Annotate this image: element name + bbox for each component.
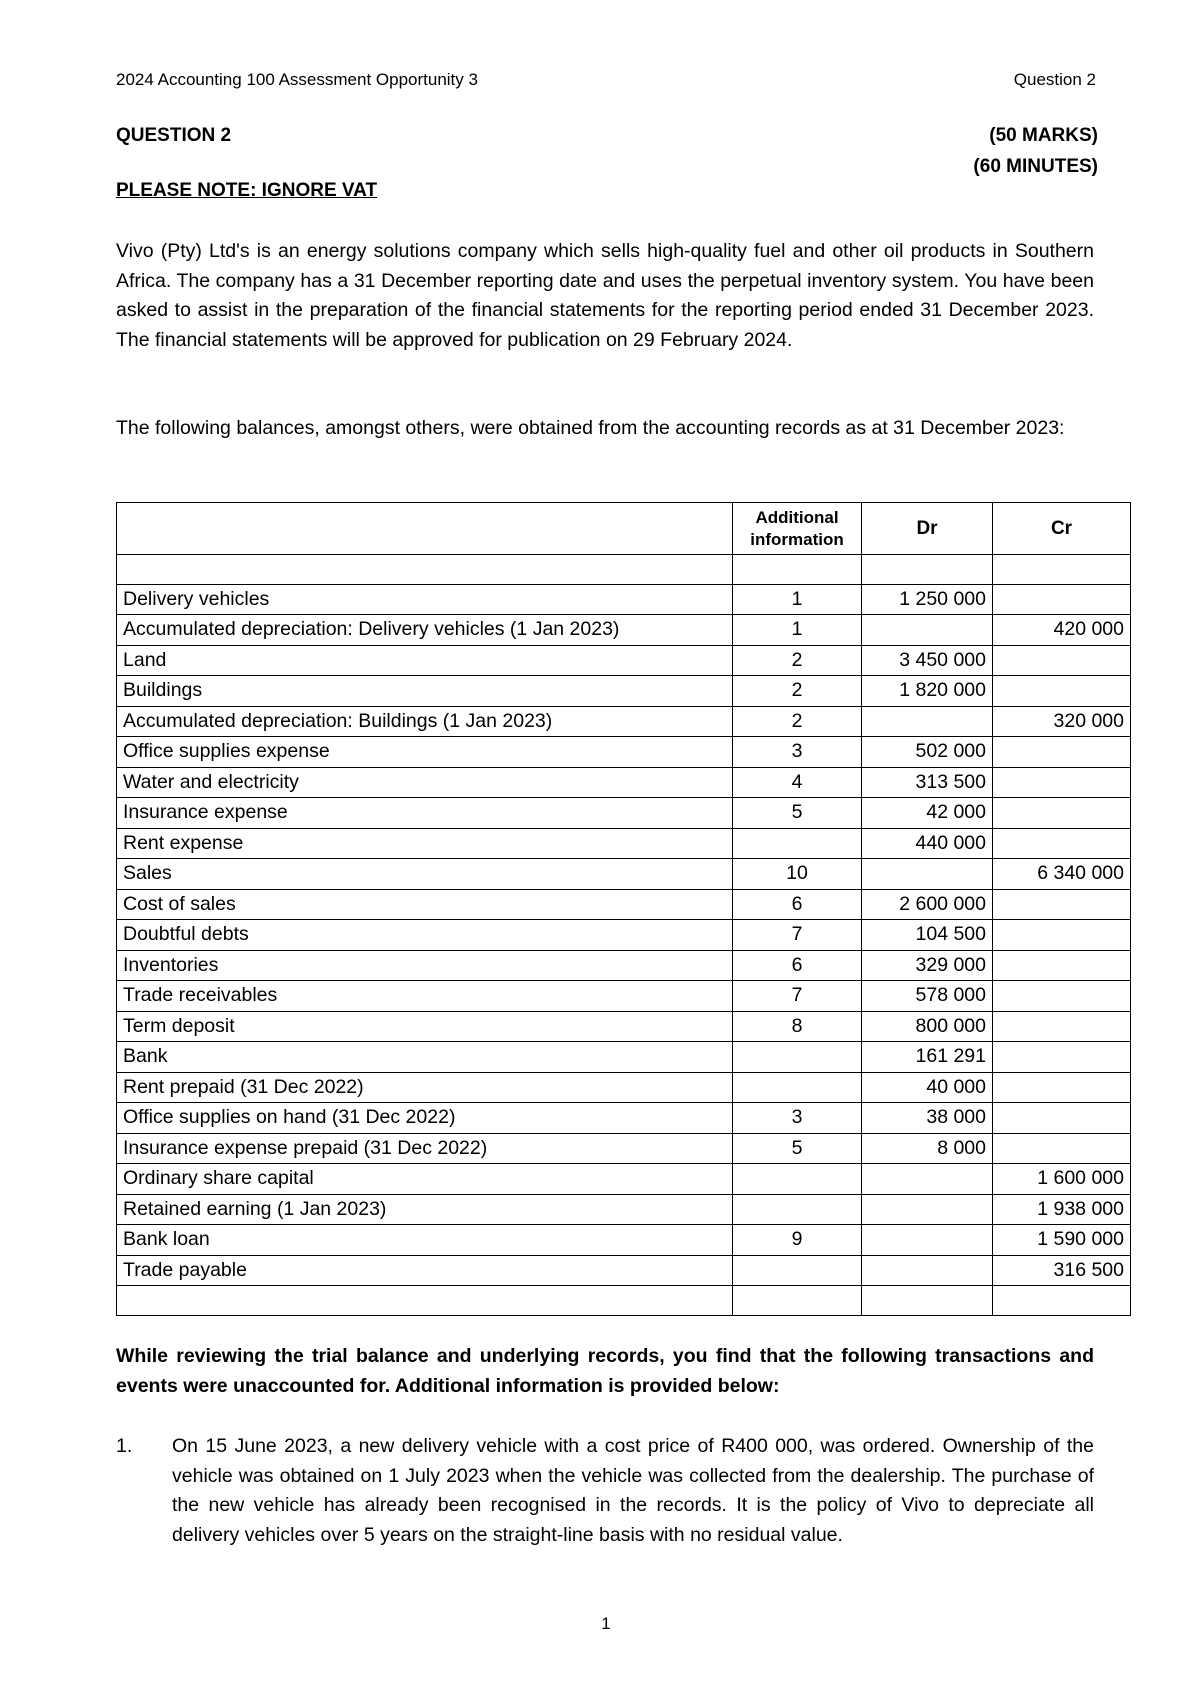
dr-cell: [862, 1286, 993, 1316]
additional-info-cell: 5: [733, 798, 862, 829]
dr-cell: 40 000: [862, 1072, 993, 1103]
cr-cell: [993, 737, 1131, 768]
additional-info-cell: 8: [733, 1011, 862, 1042]
dr-cell: 578 000: [862, 981, 993, 1012]
account-cell: Accumulated depreciation: Delivery vehicles (1 Jan 2023): [117, 615, 733, 646]
header-account: [117, 503, 733, 555]
intro-paragraph-1: Vivo (Pty) Ltd's is an energy solutions company which sells high-quality fuel and other oil products in Southern Africa. The company has a 31 December reporting date and uses the perpetual inventory system. You have been asked to assist in the preparation of the financial statements for the reporting period ended 31 December 2023. The financial statements will be approved for publication on 29 February 2024.: [116, 240, 1094, 351]
account-cell: [117, 1286, 733, 1316]
account-cell: Insurance expense prepaid (31 Dec 2022): [117, 1133, 733, 1164]
dr-cell: 313 500: [862, 767, 993, 798]
review-statement: While reviewing the trial balance and underlying records, you find that the following transactions and events were unaccounted for. Additional information is provided below:: [116, 1345, 1094, 1397]
page-header: [116, 70, 1096, 90]
table-row: [117, 981, 1131, 1012]
table-body: [117, 555, 1131, 1316]
table-row: [117, 1011, 1131, 1042]
account-cell: Ordinary share capital: [117, 1164, 733, 1195]
additional-info-cell: 2: [733, 706, 862, 737]
dr-cell: 3 450 000: [862, 645, 993, 676]
header-right: Question 2: [1013, 70, 1096, 89]
table-row: [117, 1286, 1131, 1316]
table-row: [117, 1225, 1131, 1256]
account-cell: Cost of sales: [117, 889, 733, 920]
list-item-number: 1.: [116, 1435, 133, 1457]
account-cell: Doubtful debts: [117, 920, 733, 951]
dr-cell: 1 820 000: [862, 676, 993, 707]
cr-cell: 320 000: [993, 706, 1131, 737]
additional-info-cell: 6: [733, 950, 862, 981]
account-cell: Trade receivables: [117, 981, 733, 1012]
account-cell: Buildings: [117, 676, 733, 707]
account-cell: Land: [117, 645, 733, 676]
account-cell: Trade payable: [117, 1255, 733, 1286]
account-cell: Bank: [117, 1042, 733, 1073]
header-left: 2024 Accounting 100 Assessment Opportunity 3: [116, 70, 478, 89]
trial-balance-table: [116, 502, 1131, 1316]
dr-cell: 1 250 000: [862, 584, 993, 615]
cr-cell: 6 340 000: [993, 859, 1131, 890]
additional-info-cell: 2: [733, 645, 862, 676]
additional-info-cell: 6: [733, 889, 862, 920]
dr-cell: [862, 1225, 993, 1256]
additional-info-cell: 2: [733, 676, 862, 707]
cr-cell: [993, 767, 1131, 798]
additional-info-cell: 3: [733, 737, 862, 768]
table-row: [117, 920, 1131, 951]
account-cell: [117, 555, 733, 585]
account-cell: Sales: [117, 859, 733, 890]
dr-cell: [862, 1194, 993, 1225]
table-row: [117, 555, 1131, 585]
dr-cell: [862, 706, 993, 737]
table-row: [117, 676, 1131, 707]
account-cell: Office supplies expense: [117, 737, 733, 768]
additional-info-cell: [733, 1194, 862, 1225]
table-row: [117, 889, 1131, 920]
dr-cell: [862, 1255, 993, 1286]
question-marks-block: [973, 120, 1098, 182]
table-row: [117, 859, 1131, 890]
cr-cell: [993, 1011, 1131, 1042]
cr-cell: [993, 1133, 1131, 1164]
cr-cell: [993, 1042, 1131, 1073]
table-row: [117, 1255, 1131, 1286]
additional-info-cell: [733, 1072, 862, 1103]
cr-cell: 1 938 000: [993, 1194, 1131, 1225]
additional-info-cell: 5: [733, 1133, 862, 1164]
dr-cell: 42 000: [862, 798, 993, 829]
header-additional-information: Additional information: [733, 503, 862, 555]
cr-cell: 420 000: [993, 615, 1131, 646]
cr-cell: [993, 645, 1131, 676]
additional-info-cell: [733, 555, 862, 585]
additional-info-cell: 9: [733, 1225, 862, 1256]
table-row: [117, 584, 1131, 615]
cr-cell: [993, 920, 1131, 951]
dr-cell: 800 000: [862, 1011, 993, 1042]
account-cell: Office supplies on hand (31 Dec 2022): [117, 1103, 733, 1134]
question-minutes: (60 MINUTES): [973, 156, 1098, 177]
dr-cell: 502 000: [862, 737, 993, 768]
table-row: [117, 1103, 1131, 1134]
account-cell: Insurance expense: [117, 798, 733, 829]
dr-cell: [862, 615, 993, 646]
additional-info-cell: [733, 1286, 862, 1316]
dr-cell: 8 000: [862, 1133, 993, 1164]
account-cell: Accumulated depreciation: Buildings (1 Jan 2023): [117, 706, 733, 737]
table-row: [117, 615, 1131, 646]
cr-cell: 316 500: [993, 1255, 1131, 1286]
account-cell: Bank loan: [117, 1225, 733, 1256]
table-row: [117, 1164, 1131, 1195]
cr-cell: [993, 950, 1131, 981]
account-cell: Rent prepaid (31 Dec 2022): [117, 1072, 733, 1103]
cr-cell: [993, 676, 1131, 707]
table-header-row: [117, 503, 1131, 555]
dr-cell: 104 500: [862, 920, 993, 951]
additional-info-cell: [733, 1042, 862, 1073]
table-row: [117, 767, 1131, 798]
account-cell: Retained earning (1 Jan 2023): [117, 1194, 733, 1225]
table-row: [117, 706, 1131, 737]
cr-cell: [993, 1103, 1131, 1134]
account-cell: Rent expense: [117, 828, 733, 859]
dr-cell: 38 000: [862, 1103, 993, 1134]
account-cell: Term deposit: [117, 1011, 733, 1042]
additional-info-cell: 3: [733, 1103, 862, 1134]
page-number: 1: [601, 1614, 611, 1633]
table-row: [117, 828, 1131, 859]
table-row: [117, 1194, 1131, 1225]
vat-note: PLEASE NOTE: IGNORE VAT: [116, 180, 378, 201]
dr-cell: 440 000: [862, 828, 993, 859]
table-row: [117, 1042, 1131, 1073]
list-item-text: On 15 June 2023, a new delivery vehicle with a cost price of R400 000, was ordered. Ownership of the vehicle was obtained on 1 July 2023 when the vehicle was collected from the dealership. The purchase of the new vehicle has already been recognised in the records. It is the policy of Vivo to depreciate all delivery vehicles over 5 years on the straight-line basis with no residual value.: [172, 1435, 1094, 1546]
additional-info-cell: 4: [733, 767, 862, 798]
cr-cell: 1 600 000: [993, 1164, 1131, 1195]
dr-cell: 161 291: [862, 1042, 993, 1073]
cr-cell: [993, 981, 1131, 1012]
table-row: [117, 950, 1131, 981]
additional-info-cell: [733, 1164, 862, 1195]
table-row: [117, 737, 1131, 768]
account-cell: Inventories: [117, 950, 733, 981]
dr-cell: [862, 1164, 993, 1195]
header-cr: Cr: [993, 503, 1131, 555]
additional-info-cell: [733, 828, 862, 859]
cr-cell: [993, 555, 1131, 585]
question-heading: [116, 120, 1098, 177]
additional-info-cell: 7: [733, 920, 862, 951]
additional-info-cell: 10: [733, 859, 862, 890]
cr-cell: 1 590 000: [993, 1225, 1131, 1256]
cr-cell: [993, 584, 1131, 615]
dr-cell: [862, 859, 993, 890]
additional-info-cell: 7: [733, 981, 862, 1012]
additional-info-cell: 1: [733, 615, 862, 646]
account-cell: Delivery vehicles: [117, 584, 733, 615]
header-dr: Dr: [862, 503, 993, 555]
intro-paragraph-2: The following balances, amongst others, were obtained from the accounting records as at 31 December 2023:: [116, 417, 1065, 439]
table-row: [117, 645, 1131, 676]
dr-cell: 329 000: [862, 950, 993, 981]
cr-cell: [993, 798, 1131, 829]
cr-cell: [993, 889, 1131, 920]
table-row: [117, 1133, 1131, 1164]
question-title: QUESTION 2: [116, 125, 232, 146]
additional-info-cell: [733, 1255, 862, 1286]
dr-cell: [862, 555, 993, 585]
table-row: [117, 798, 1131, 829]
dr-cell: 2 600 000: [862, 889, 993, 920]
additional-info-cell: 1: [733, 584, 862, 615]
account-cell: Water and electricity: [117, 767, 733, 798]
question-marks: (50 MARKS): [989, 125, 1098, 146]
cr-cell: [993, 1072, 1131, 1103]
cr-cell: [993, 1286, 1131, 1316]
table-row: [117, 1072, 1131, 1103]
cr-cell: [993, 828, 1131, 859]
